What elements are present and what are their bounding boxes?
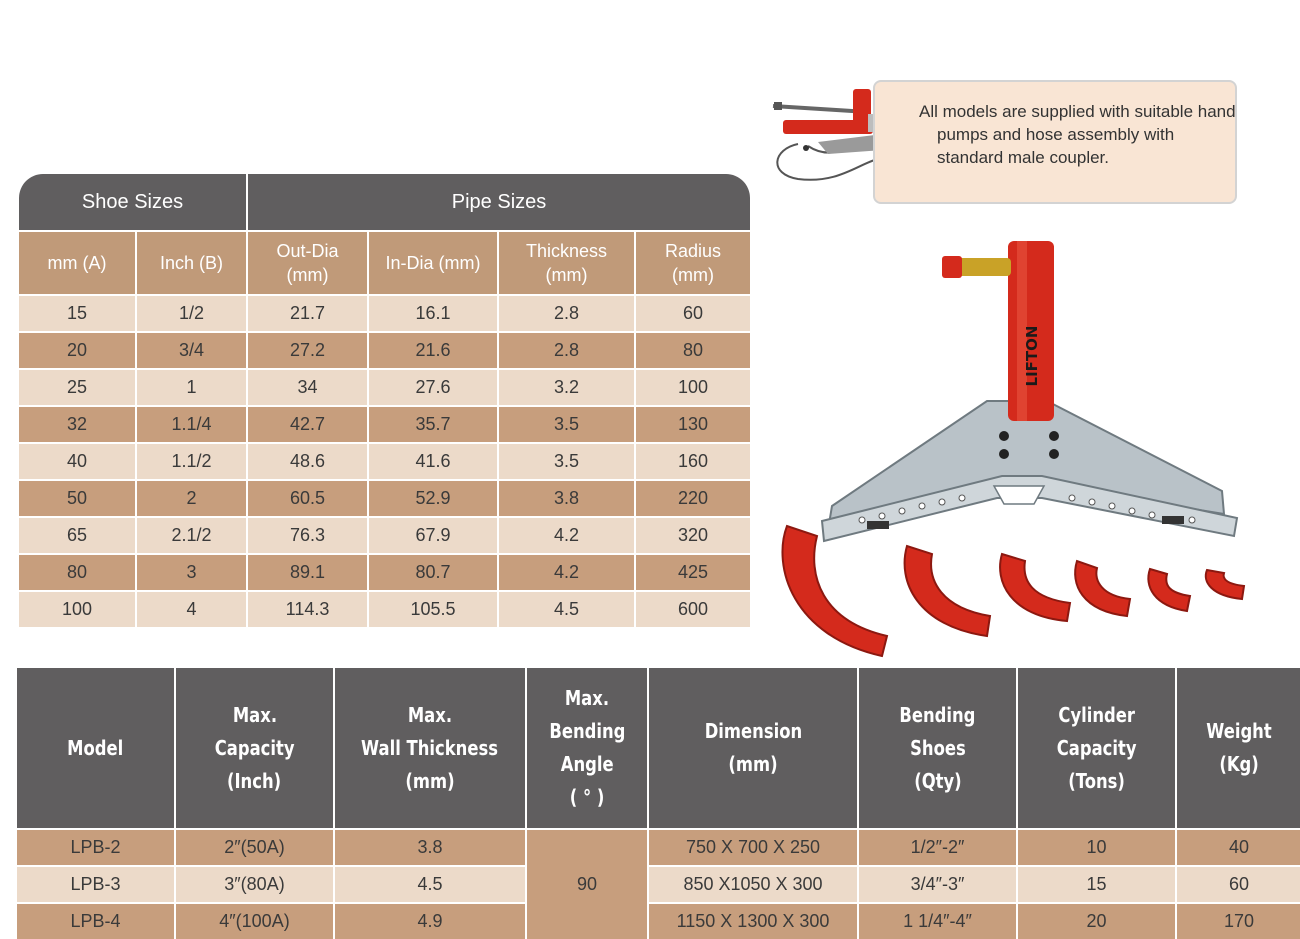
column-header-line: (mm): [545, 265, 588, 285]
model-column-header-7: [1175, 668, 1300, 828]
table-cell: 2.1/2: [135, 516, 246, 553]
model-weight-cell: 60: [1175, 865, 1300, 902]
table-cell: 3: [135, 553, 246, 590]
model-capacity-cell: 2″(50A): [174, 828, 333, 865]
table-cell: 3.2: [497, 368, 634, 405]
table-cell: 114.3: [246, 590, 367, 627]
model-header-line: Max.: [407, 702, 453, 727]
table-cell: 100: [634, 368, 750, 405]
table-cell: 21.6: [367, 331, 497, 368]
table-cell: 4: [135, 590, 246, 627]
bending-shoe: [1075, 561, 1130, 616]
bending-shoe: [1148, 569, 1190, 611]
table-cell: 4.2: [497, 516, 634, 553]
model-capacity-cell: 3″(80A): [174, 865, 333, 902]
table-cell: 42.7: [246, 405, 367, 442]
table-cell: 76.3: [246, 516, 367, 553]
table-cell: 4.5: [497, 590, 634, 627]
table-cell: 27.2: [246, 331, 367, 368]
model-header-line: (Kg): [1219, 752, 1259, 776]
model-column-header-5: [857, 668, 1016, 828]
model-capacity-cell: 4″(100A): [174, 902, 333, 939]
model-shoes-cell: 1 1/4″-4″: [857, 902, 1016, 939]
table-cell: 60.5: [246, 479, 367, 516]
pipe-bender-image: [772, 236, 1262, 666]
table-row: [19, 442, 750, 479]
table-cell: 35.7: [367, 405, 497, 442]
table-cell: 80: [634, 331, 750, 368]
table-cell: 425: [634, 553, 750, 590]
model-model-cell: LPB-3: [17, 865, 174, 902]
column-header-3: [367, 230, 497, 294]
model-header-line: Shoes: [909, 735, 966, 760]
bending-shoe: [782, 526, 887, 656]
table-cell: 1.1/4: [135, 405, 246, 442]
model-column-header-3: [525, 668, 647, 828]
model-weight-cell: 40: [1175, 828, 1300, 865]
column-header-line: In-Dia (mm): [385, 253, 481, 273]
model-header-line: Dimension: [704, 719, 802, 743]
column-header-line: Inch (B): [159, 253, 224, 273]
model-cylinder-cell: 15: [1016, 865, 1175, 902]
shoe-sizes-header: Shoe Sizes: [19, 174, 246, 230]
column-header-line: (mm): [672, 265, 714, 285]
bending-shoe: [1206, 570, 1244, 599]
model-header-line: Bending: [899, 702, 976, 727]
table-row: [19, 553, 750, 590]
model-header-line: (mm): [728, 752, 778, 776]
table-row: [19, 331, 750, 368]
column-header-line: Out-Dia: [276, 241, 339, 261]
model-header-row: [17, 668, 1300, 828]
table-cell: 1/2: [135, 294, 246, 331]
table-row: [19, 294, 750, 331]
table-cell: 600: [634, 590, 750, 627]
model-column-header-1: [174, 668, 333, 828]
table-cell: 27.6: [367, 368, 497, 405]
column-header-line: (mm): [286, 265, 329, 285]
column-header-4: [497, 230, 634, 294]
model-row: [17, 902, 1300, 939]
table-cell: 220: [634, 479, 750, 516]
table-cell: 100: [19, 590, 135, 627]
bending-shoe: [905, 546, 990, 636]
table-cell: 3.8: [497, 479, 634, 516]
model-shoes-cell: 1/2″-2″: [857, 828, 1016, 865]
model-header-line: Max.: [232, 702, 277, 727]
model-column-header-0: [17, 668, 174, 828]
table-cell: 25: [19, 368, 135, 405]
model-header-line: Angle: [560, 752, 614, 776]
model-column-header-6: [1016, 668, 1175, 828]
table-cell: 67.9: [367, 516, 497, 553]
model-dimension-cell: 850 X1050 X 300: [647, 865, 857, 902]
table-cell: 2.8: [497, 294, 634, 331]
table-row: [19, 516, 750, 553]
model-header-line: Capacity: [1056, 735, 1137, 760]
lifton-logo: LIFTON: [1023, 325, 1041, 387]
model-model-cell: LPB-4: [17, 902, 174, 939]
model-wall-cell: 4.5: [333, 865, 525, 902]
model-header-line: (Tons): [1068, 768, 1125, 793]
table-cell: 130: [634, 405, 750, 442]
model-wall-cell: 4.9: [333, 902, 525, 939]
model-header-line: Model: [67, 735, 124, 760]
model-header-line: Capacity: [214, 735, 295, 760]
table-row: [19, 590, 750, 627]
model-row: [17, 828, 1300, 865]
model-header-line: (mm): [405, 768, 455, 793]
model-shoes-cell: 3/4″-3″: [857, 865, 1016, 902]
max-bending-angle-cell: 90: [525, 828, 647, 939]
table-cell: 32: [19, 405, 135, 442]
bending-shoe: [1000, 554, 1070, 621]
shoe-pipe-size-table: [19, 174, 750, 627]
table-cell: 15: [19, 294, 135, 331]
model-header-line: Weight: [1206, 719, 1272, 743]
column-header-line: Radius: [665, 241, 722, 261]
model-header-line: ( ° ): [569, 785, 605, 809]
model-wall-cell: 3.8: [333, 828, 525, 865]
model-weight-cell: 170: [1175, 902, 1300, 939]
model-row: [17, 865, 1300, 902]
column-header-row: [19, 230, 750, 294]
table-cell: 20: [19, 331, 135, 368]
table-cell: 52.9: [367, 479, 497, 516]
table-cell: 34: [246, 368, 367, 405]
column-header-2: [246, 230, 367, 294]
table-cell: 41.6: [367, 442, 497, 479]
model-column-header-4: [647, 668, 857, 828]
table-cell: 21.7: [246, 294, 367, 331]
model-dimension-cell: 1150 X 1300 X 300: [647, 902, 857, 939]
model-header-line: (Qty): [913, 768, 962, 793]
table-cell: 80.7: [367, 553, 497, 590]
column-header-line: mm (A): [47, 253, 107, 273]
table-cell: 1.1/2: [135, 442, 246, 479]
table-row: [19, 479, 750, 516]
pipe-sizes-header: Pipe Sizes: [246, 174, 750, 230]
model-cylinder-cell: 20: [1016, 902, 1175, 939]
table-row: [19, 405, 750, 442]
table-cell: 105.5: [367, 590, 497, 627]
callout-text: All models are supplied with suitable hand pumps and hose assembly with standard male coupler.: [919, 102, 1236, 167]
table-cell: 3/4: [135, 331, 246, 368]
table-cell: 1: [135, 368, 246, 405]
table-cell: 320: [634, 516, 750, 553]
info-callout: [873, 80, 1237, 204]
table-cell: 4.2: [497, 553, 634, 590]
column-header-1: [135, 230, 246, 294]
column-header-5: [634, 230, 750, 294]
table-cell: 2: [135, 479, 246, 516]
model-header-line: Max.: [564, 686, 610, 710]
model-cylinder-cell: 10: [1016, 828, 1175, 865]
table-cell: 65: [19, 516, 135, 553]
table-cell: 3.5: [497, 405, 634, 442]
table-cell: 2.8: [497, 331, 634, 368]
table-cell: 40: [19, 442, 135, 479]
table-cell: 89.1: [246, 553, 367, 590]
table-cell: 3.5: [497, 442, 634, 479]
model-header-line: Bending: [548, 719, 626, 743]
model-header-line: Cylinder: [1058, 702, 1135, 727]
table-cell: 16.1: [367, 294, 497, 331]
table-row: [19, 368, 750, 405]
table-cell: 60: [634, 294, 750, 331]
table-cell: 50: [19, 479, 135, 516]
column-header-line: Thickness: [526, 241, 608, 261]
model-header-line: Wall Thickness: [361, 735, 499, 760]
model-header-line: (Inch): [227, 768, 282, 793]
model-spec-table: [17, 668, 1300, 939]
column-header-0: [19, 230, 135, 294]
table-cell: 48.6: [246, 442, 367, 479]
model-column-header-2: [333, 668, 525, 828]
model-dimension-cell: 750 X 700 X 250: [647, 828, 857, 865]
model-model-cell: LPB-2: [17, 828, 174, 865]
table-cell: 80: [19, 553, 135, 590]
table-cell: 160: [634, 442, 750, 479]
